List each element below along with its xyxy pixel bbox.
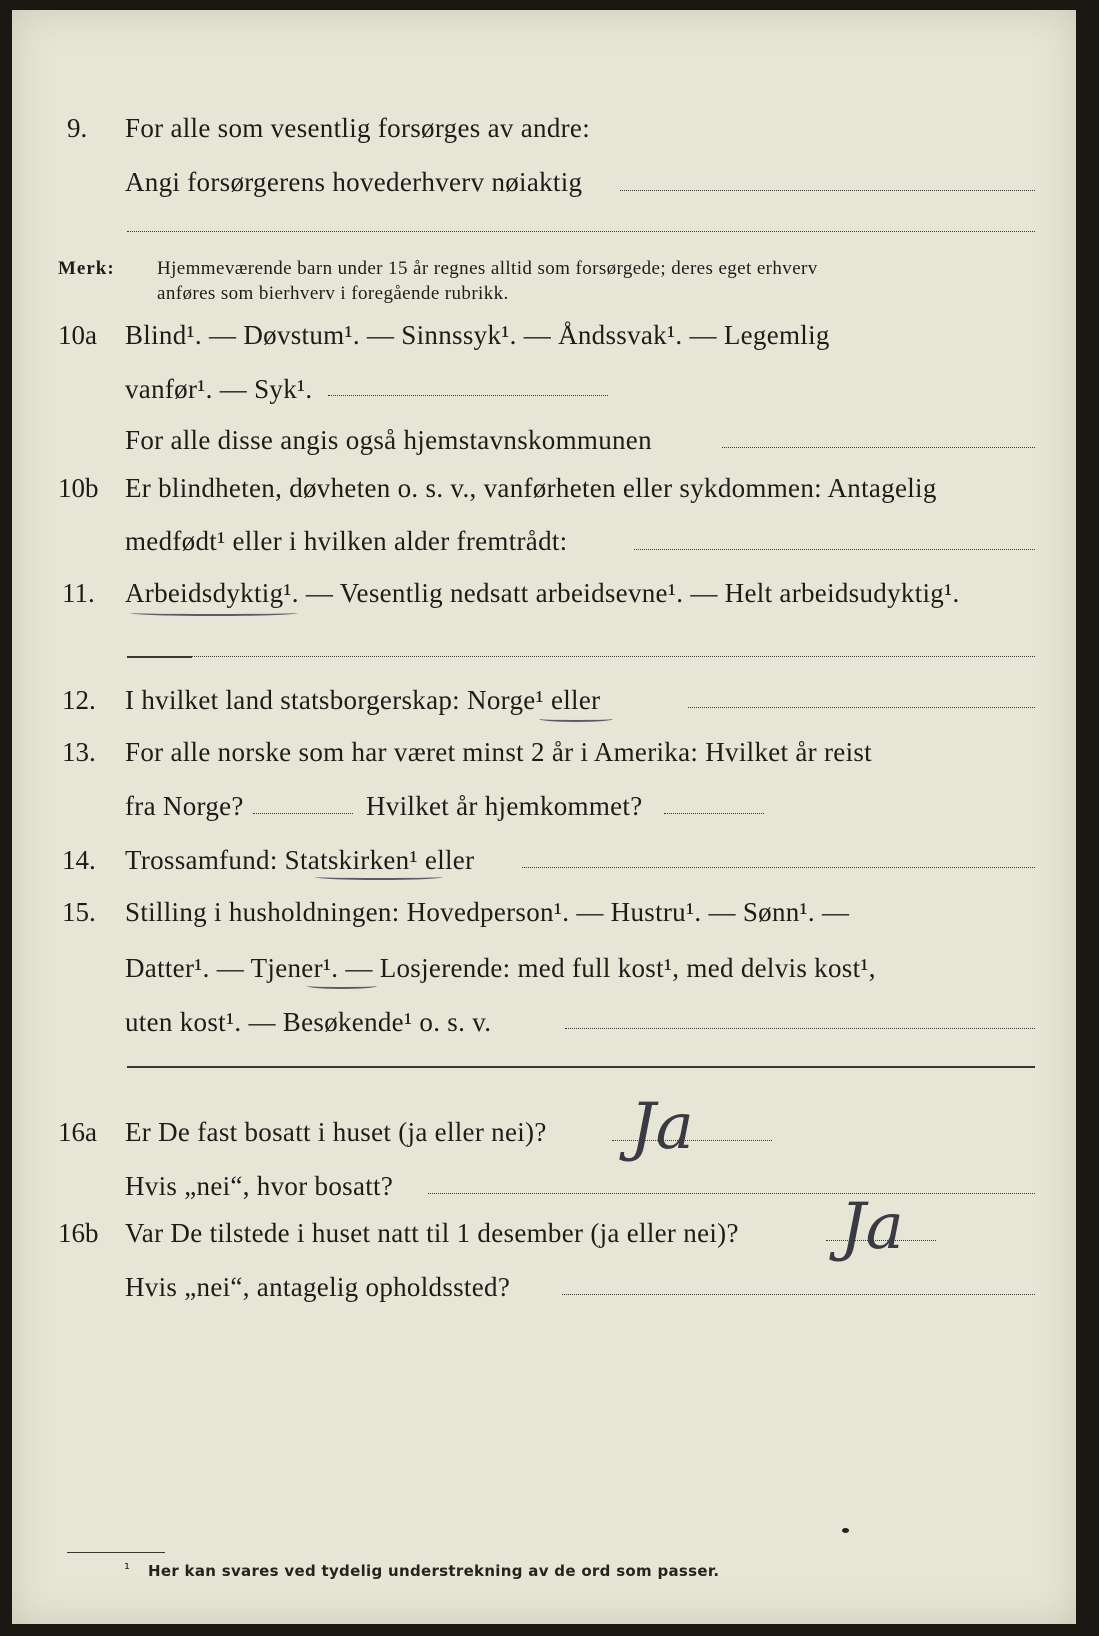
q11-number: 11. <box>62 578 95 608</box>
q16a-number: 16a <box>58 1117 97 1147</box>
q15-answer-line <box>565 1028 1035 1029</box>
ink-speck <box>842 1528 849 1533</box>
q13-line2b: Hvilket år hjemkommet? <box>366 791 643 821</box>
q16b-handwritten-answer: Ja <box>840 1190 904 1264</box>
q15-line2: Datter¹. — Tjener¹. — Losjerende: med full kost¹, med delvis kost¹, <box>125 953 876 983</box>
q11-answer-line <box>192 656 1035 657</box>
footnote-rule <box>67 1552 165 1553</box>
q15-line1: Stilling i husholdningen: Hovedperson¹. — Hustru¹. — Sønn¹. — <box>125 897 850 927</box>
q16b-line1: Var De tilstede i huset natt til 1 desember (ja eller nei)? <box>125 1218 739 1248</box>
q9-extra-answer-line <box>127 231 1035 232</box>
q13-hjemkommet-answer-line <box>664 813 764 814</box>
q13-line1: For alle norske som har været minst 2 år i Amerika: Hvilket år reist <box>125 737 872 767</box>
merk-label: Merk: <box>58 258 115 279</box>
q16b-opholdssted-answer-line <box>562 1294 1035 1295</box>
footnote-text: Her kan svares ved tydelig understrekning av de ord som passer. <box>148 1562 720 1580</box>
q9-line1: For alle som vesentlig forsørges av andre: <box>125 113 590 143</box>
q14-line1: Trossamfund: Statskirken¹ eller <box>125 845 475 875</box>
q11-underline-arbeidsdyktig <box>130 610 298 616</box>
q10b-line2: medfødt¹ eller i hvilken alder fremtrådt: <box>125 526 568 556</box>
q13-number: 13. <box>62 737 96 767</box>
q16a-line2: Hvis „nei“, hvor bosatt? <box>125 1171 394 1201</box>
q12-number: 12. <box>62 685 96 715</box>
q15-number: 15. <box>62 897 96 927</box>
footnote-mark: ¹ <box>124 1560 131 1578</box>
q13-reist-answer-line <box>253 813 353 814</box>
q16a-line1: Er De fast bosatt i huset (ja eller nei)? <box>125 1117 547 1147</box>
q10b-answer-line <box>634 549 1035 550</box>
q10a-line2: vanfør¹. — Syk¹. <box>125 374 313 404</box>
q10a-line3: For alle disse angis også hjemstavnskommunen <box>125 425 652 455</box>
q15-underline-tjener <box>307 983 377 989</box>
merk-line1: Hjemmeværende barn under 15 år regnes alltid som forsørgede; deres eget erhverv <box>157 258 818 279</box>
q12-line1: I hvilket land statsborgerskap: Norge¹ eller <box>125 685 601 715</box>
q10b-number: 10b <box>58 473 99 503</box>
q11-answer-line-solid <box>127 656 192 658</box>
q16a-handwritten-answer: Ja <box>630 1090 694 1164</box>
q12-underline-norge <box>539 716 613 722</box>
q10a-kommune-answer-line <box>722 447 1035 448</box>
census-form-page <box>12 10 1076 1624</box>
q13-line2a: fra Norge? <box>125 791 244 821</box>
q9-line2: Angi forsørgerens hovederhverv nøiaktig <box>125 167 583 197</box>
q15-extra-answer-line <box>127 1066 1035 1068</box>
q16a-bosatt-answer-line <box>428 1193 1035 1194</box>
q9-answer-line <box>620 190 1035 191</box>
q10a-syk-answer-line <box>328 395 608 396</box>
q9-number: 9. <box>67 113 88 143</box>
q10b-line1: Er blindheten, døvheten o. s. v., vanførheten eller sykdommen: Antagelig <box>125 473 937 503</box>
q10a-line1: Blind¹. — Døvstum¹. — Sinnssyk¹. — Åndssvak¹. — Legemlig <box>125 320 830 350</box>
q12-answer-line <box>688 707 1035 708</box>
merk-line2: anføres som bierhverv i foregående rubrikk. <box>157 283 509 304</box>
q14-number: 14. <box>62 845 96 875</box>
q14-underline-statskirken <box>315 874 443 880</box>
q11-line1: Arbeidsdyktig¹. — Vesentlig nedsatt arbeidsevne¹. — Helt arbeidsudyktig¹. <box>125 578 960 608</box>
q14-answer-line <box>522 867 1035 868</box>
q15-line3: uten kost¹. — Besøkende¹ o. s. v. <box>125 1007 492 1037</box>
q16b-number: 16b <box>58 1218 99 1248</box>
q10a-number: 10a <box>58 320 97 350</box>
q16b-line2: Hvis „nei“, antagelig opholdssted? <box>125 1272 511 1302</box>
